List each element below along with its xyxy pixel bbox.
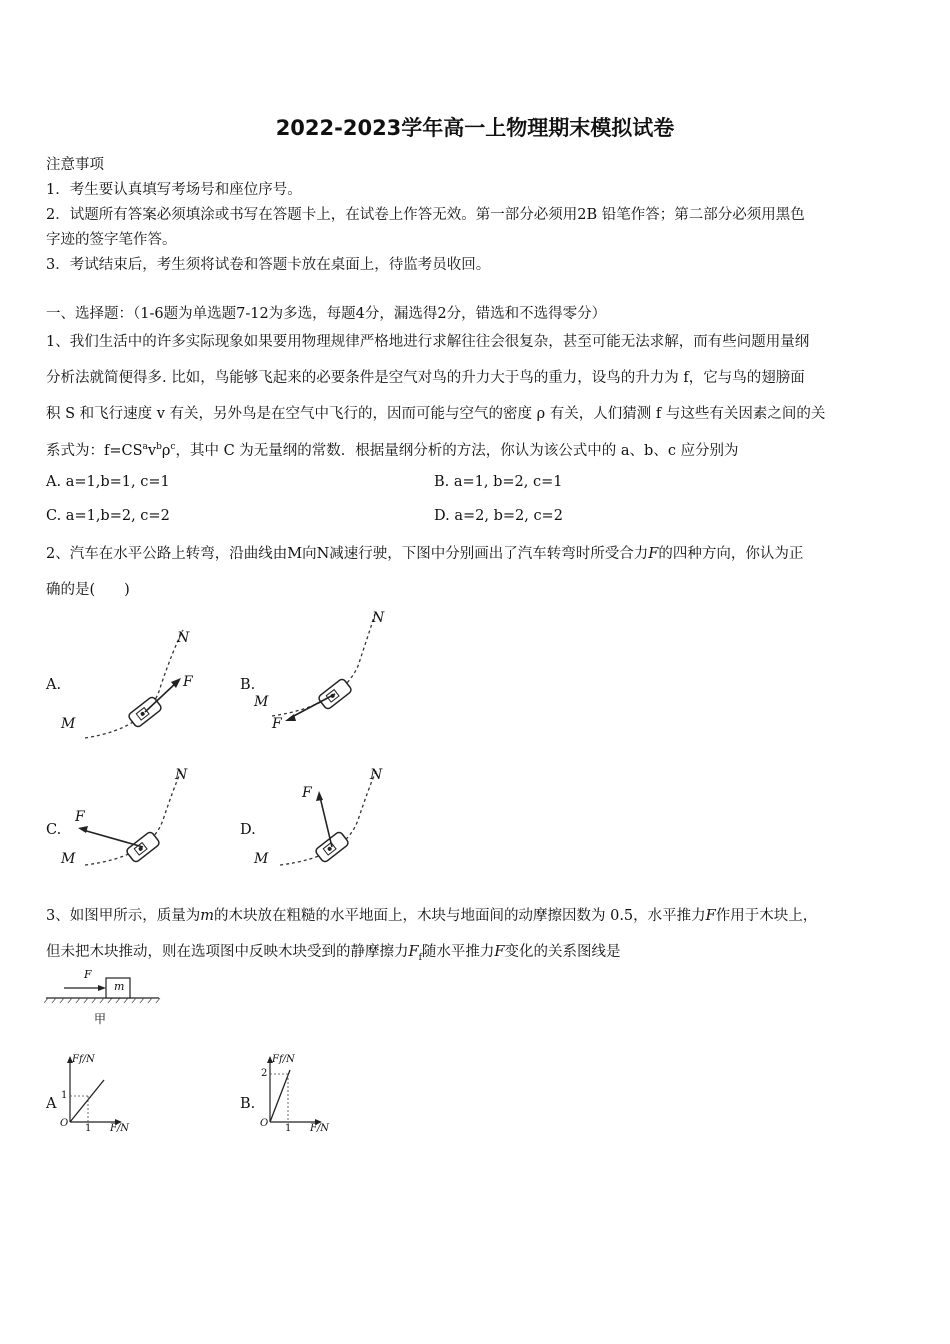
- q2b-point-n: N: [372, 610, 385, 626]
- q1-option-d[interactable]: D. a=2, b=2, c=2: [434, 508, 563, 524]
- graph-a-origin: O: [60, 1118, 69, 1129]
- q3-text-2a: 但未把木块推动，则在选项图中反映木块受到的静摩擦力: [46, 944, 409, 960]
- graph-b-origin: O: [260, 1118, 269, 1129]
- jia-mass: m: [114, 980, 125, 993]
- q2c-point-m: M: [61, 851, 76, 867]
- q2-figure-c[interactable]: [55, 765, 215, 880]
- q2-text-b: 的四种方向，你认为正: [658, 546, 804, 562]
- section-heading: 一、选择题：（1-6题为单选题7-12为多选，每题4分，漏选得2分，错选和不选得零分）: [46, 306, 607, 322]
- q1-line-4-rest: ，其中 C 为无量纲的常数．根据量纲分析的方法，你认为该公式中的 a、b、c 应分别为: [175, 443, 739, 459]
- graph-a-xlabel: F/N: [110, 1123, 130, 1134]
- notice-heading: 注意事项: [46, 157, 104, 173]
- notice-item-2-cont: 字迹的签字笔作答。: [46, 232, 177, 248]
- q2-figure-d[interactable]: [250, 765, 410, 880]
- q3-text-a: 3、如图甲所示，质量为: [46, 908, 201, 924]
- q3-text-2F: F: [494, 944, 505, 960]
- q1-line-4: [46, 439, 739, 460]
- q2d-point-n: N: [370, 767, 383, 783]
- q2c-force: F: [75, 809, 85, 825]
- q3-text-2c: 变化的关系图线是: [504, 944, 621, 960]
- q2a-point-n: N: [177, 630, 190, 646]
- q1-line-2: 分析法就简便得多. 比如，鸟能够飞起来的必要条件是空气对鸟的升力大于鸟的重力，设鸟的升力为 f，它与鸟的翅膀面: [46, 370, 805, 386]
- q1-line-3: 积 S 和飞行速度 v 有关，另外鸟是在空气中飞行的，因而可能与空气的密度 ρ 有关，人们猜测 f 与这些有关因素之间的关: [46, 406, 826, 422]
- graph-a-ytick: 1: [61, 1090, 68, 1101]
- q1-option-a[interactable]: A. a=1,b=1, c=1: [46, 474, 170, 490]
- q2-text-a: 2、汽车在水平公路上转弯，沿曲线由M向N减速行驶，下图中分别画出了汽车转弯时所受合力: [46, 546, 649, 562]
- q1-sup-a: a: [142, 442, 148, 453]
- page-title: 2022-2023学年高一上物理期末模拟试卷: [275, 116, 675, 140]
- q2a-force: F: [183, 674, 193, 690]
- q2c-point-n: N: [175, 767, 188, 783]
- q3-option-a-label[interactable]: A: [46, 1096, 57, 1112]
- q3-text-m: m: [200, 908, 214, 924]
- q1-formula-v: v: [147, 443, 157, 459]
- q3-text-2b: 随水平推力: [421, 944, 495, 960]
- q2-line-2: 确的是( ): [46, 582, 130, 598]
- q2d-point-m: M: [254, 851, 269, 867]
- q1-formula-a: 系式为：f=CS: [46, 443, 143, 459]
- q3-graph-a[interactable]: [58, 1052, 138, 1137]
- q1-formula-rho: ρ: [161, 443, 171, 459]
- q3-line-2: [46, 940, 620, 963]
- q2-option-b-label[interactable]: B.: [240, 677, 256, 693]
- q2-text-F: F: [648, 546, 659, 562]
- q3-text-Ff-sub: f: [418, 952, 422, 963]
- jia-force: F: [84, 968, 92, 981]
- q3-figure-jia: [44, 968, 164, 1030]
- q1-line-1: 1、我们生活中的许多实际现象如果要用物理规律严格地进行求解往往会很复杂，甚至可能无法求解，而有些问题用量纲: [46, 334, 810, 350]
- notice-item-2: 2．试题所有答案必须填涂或书写在答题卡上，在试卷上作答无效。第一部分必须用2B 铅笔作答；第二部分必须用黑色: [46, 207, 805, 223]
- graph-b-xlabel: F/N: [310, 1123, 330, 1134]
- q2-option-a-label[interactable]: A.: [46, 677, 62, 693]
- q3-text-c: 作用于木块上，: [715, 908, 818, 924]
- graph-b-ytick: 2: [261, 1068, 268, 1079]
- q2-option-d-label[interactable]: D.: [240, 822, 256, 838]
- q1-option-b[interactable]: B. a=1, b=2, c=1: [434, 474, 563, 490]
- graph-a-xtick: 1: [85, 1123, 92, 1134]
- q3-text-F: F: [705, 908, 716, 924]
- q2b-force: F: [272, 716, 282, 732]
- q2d-force: F: [302, 785, 312, 801]
- q2-option-c-label[interactable]: C.: [46, 822, 62, 838]
- q2b-point-m: M: [254, 694, 269, 710]
- jia-caption: 甲: [94, 1012, 107, 1026]
- q3-text-b: 的木块放在粗糙的水平地面上，木块与地面间的动摩擦因数为 0.5，水平推力: [213, 908, 706, 924]
- q1-option-c[interactable]: C. a=1,b=2, c=2: [46, 508, 170, 524]
- graph-b-ylabel: Ff/N: [272, 1054, 295, 1065]
- q2-line-1: [46, 542, 803, 563]
- graph-a-ylabel: Ff/N: [72, 1054, 95, 1065]
- q1-sup-c: c: [170, 442, 176, 453]
- q3-graph-b[interactable]: [258, 1052, 338, 1137]
- q2-figure-a[interactable]: [55, 620, 215, 750]
- q1-sup-b: b: [156, 442, 162, 453]
- q2a-point-m: M: [61, 716, 76, 732]
- graph-b-xtick: 1: [285, 1123, 292, 1134]
- q3-text-Ff: F: [408, 944, 419, 960]
- notice-item-1: 1．考生要认真填写考场号和座位序号。: [46, 182, 302, 198]
- notice-item-3: 3．考试结束后，考生须将试卷和答题卡放在桌面上，待监考员收回。: [46, 257, 491, 273]
- q3-line-1: [46, 904, 817, 925]
- q3-option-b-label[interactable]: B.: [240, 1096, 256, 1112]
- q2-figure-b[interactable]: [250, 606, 410, 746]
